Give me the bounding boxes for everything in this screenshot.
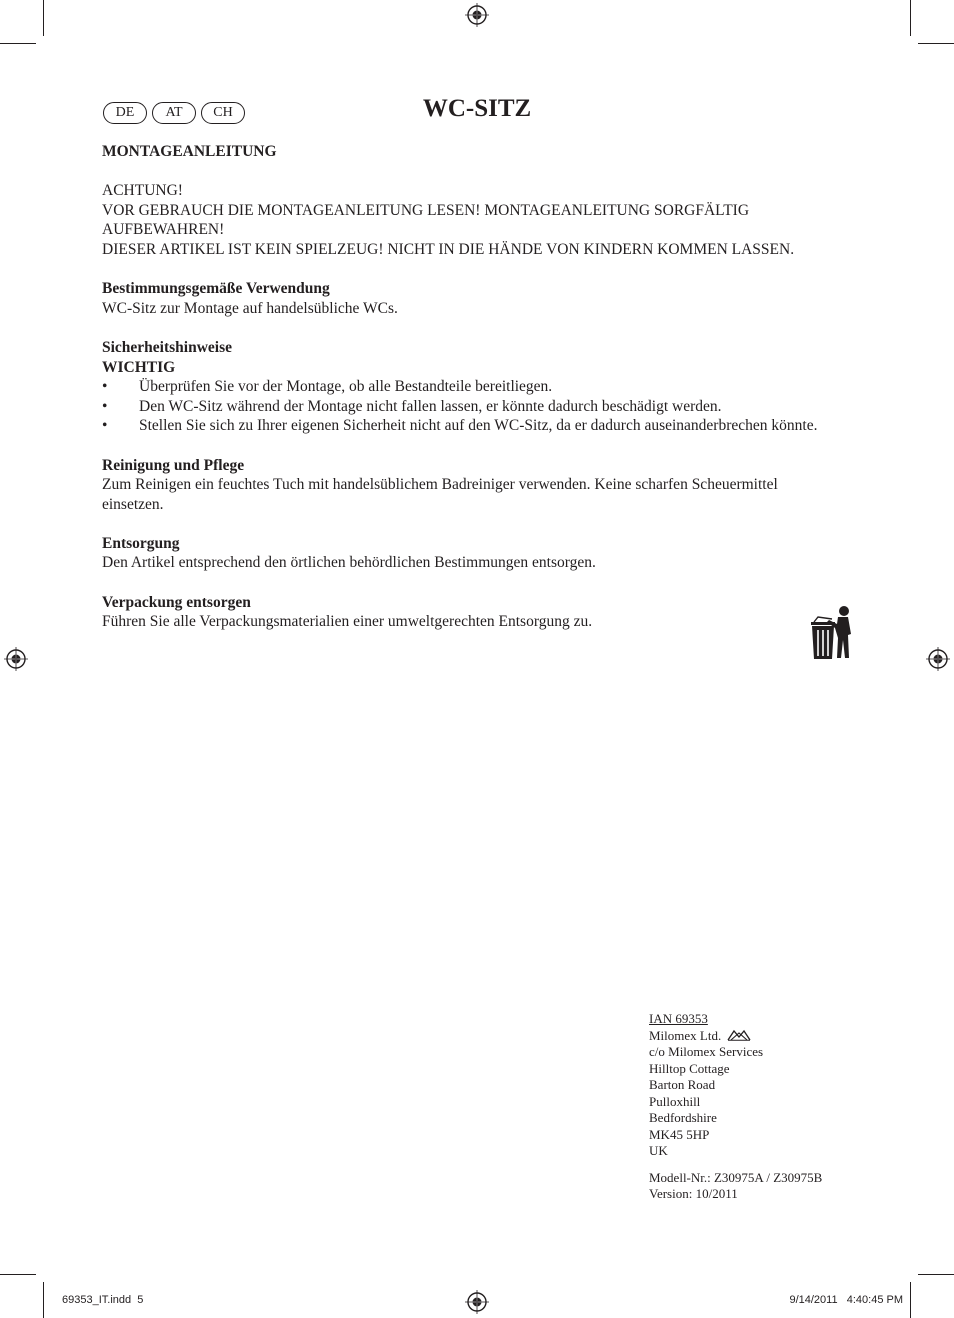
warning-line: VOR GEBRAUCH DIE MONTAGEANLEITUNG LESEN! MONTAGEANLEITUNG SORGFÄLTIG	[102, 201, 750, 219]
bullet: •	[102, 378, 108, 396]
country-badge-at: AT	[152, 102, 196, 124]
crop-mark	[918, 43, 954, 44]
crop-mark	[918, 1274, 954, 1275]
address-line: Pulloxhill	[649, 1093, 701, 1109]
disposal-heading: Entsorgung	[102, 534, 180, 552]
address-line: Barton Road	[649, 1077, 716, 1092]
model-number: Modell-Nr.: Z30975A / Z30975B	[649, 1169, 823, 1185]
address-line: UK	[649, 1143, 668, 1158]
address-line: Hilltop Cottage	[649, 1060, 730, 1076]
crop-mark	[43, 1282, 44, 1318]
crop-mark	[43, 0, 44, 36]
list-item-text: Überprüfen Sie vor der Montage, ob alle Bestandteile bereitliegen.	[139, 378, 553, 396]
ian-number: IAN 69353	[649, 1011, 708, 1026]
milomex-logo-icon	[727, 1029, 751, 1041]
registration-mark-icon	[4, 647, 28, 671]
disposal-text: Den Artikel entsprechend den örtlichen behördlichen Bestimmungen entsorgen.	[102, 554, 596, 572]
registration-mark-icon	[465, 1290, 489, 1314]
section-heading: MONTAGEANLEITUNG	[102, 143, 277, 160]
packaging-heading: Verpackung entsorgen	[102, 593, 251, 611]
warning-line: ACHTUNG!	[102, 182, 183, 200]
address-line: Bedfordshire	[649, 1110, 717, 1125]
bullet: •	[102, 417, 108, 435]
footer-filename: 69353_IT.indd	[62, 1294, 132, 1306]
list-item-text: Den WC-Sitz während der Montage nicht fallen lassen, er könnte dadurch beschädigt werden.	[139, 397, 722, 415]
version-info: Version: 10/2011	[649, 1186, 738, 1201]
crop-mark	[0, 1274, 36, 1275]
crop-mark	[910, 1282, 911, 1318]
footer-datetime: 9/14/2011 4:40:45 PM	[789, 1294, 903, 1306]
safety-list	[102, 377, 847, 436]
packaging-text: Führen Sie alle Verpackungsmaterialien einer umweltgerechten Entsorgung zu.	[102, 613, 593, 631]
crop-mark	[910, 0, 911, 36]
safety-heading: Sicherheitshinweise	[102, 338, 233, 356]
usage-heading: Bestimmungsgemäße Verwendung	[102, 280, 330, 298]
trash-bin-icon	[808, 604, 854, 660]
list-item	[102, 397, 847, 417]
list-item-text: Stellen Sie sich zu Ihrer eigenen Sicherheit nicht auf den WC-Sitz, da er dadurch auseinanderbrechen könnte.	[139, 417, 818, 435]
document-title: WC-SITZ	[422, 95, 532, 122]
list-item	[102, 416, 847, 436]
footer-page: 5	[137, 1294, 144, 1306]
address-line: MK45 5HP	[649, 1126, 710, 1142]
country-badge-ch: CH	[201, 102, 245, 124]
cleaning-text: Zum Reinigen ein feuchtes Tuch mit handelsüblichem Badreiniger verwenden. Keine scharfen Scheuermittel einsetzen.	[102, 476, 778, 513]
company-name: Milomex Ltd.	[649, 1027, 722, 1043]
footer-file-info	[62, 1293, 143, 1307]
crop-mark	[0, 43, 36, 44]
warning-line: AUFBEWAHREN!	[102, 221, 225, 239]
cleaning-heading: Reinigung und Pflege	[102, 456, 245, 474]
country-badge-de: DE	[103, 102, 147, 124]
manufacturer-address	[649, 1011, 879, 1203]
warning-line: DIESER ARTIKEL IST KEIN SPIELZEUG! NICHT IN DIE HÄNDE VON KINDERN KOMMEN LASSEN.	[102, 240, 795, 258]
usage-text: WC-Sitz zur Montage auf handelsübliche WCs.	[102, 299, 398, 317]
list-item	[102, 377, 847, 397]
bullet: •	[102, 397, 108, 415]
safety-subheading: WICHTIG	[102, 358, 176, 376]
address-line: c/o Milomex Services	[649, 1044, 764, 1059]
instructions-body	[102, 142, 847, 632]
registration-mark-icon	[926, 647, 950, 671]
company-line	[649, 1028, 879, 1045]
registration-mark-icon	[465, 3, 489, 27]
